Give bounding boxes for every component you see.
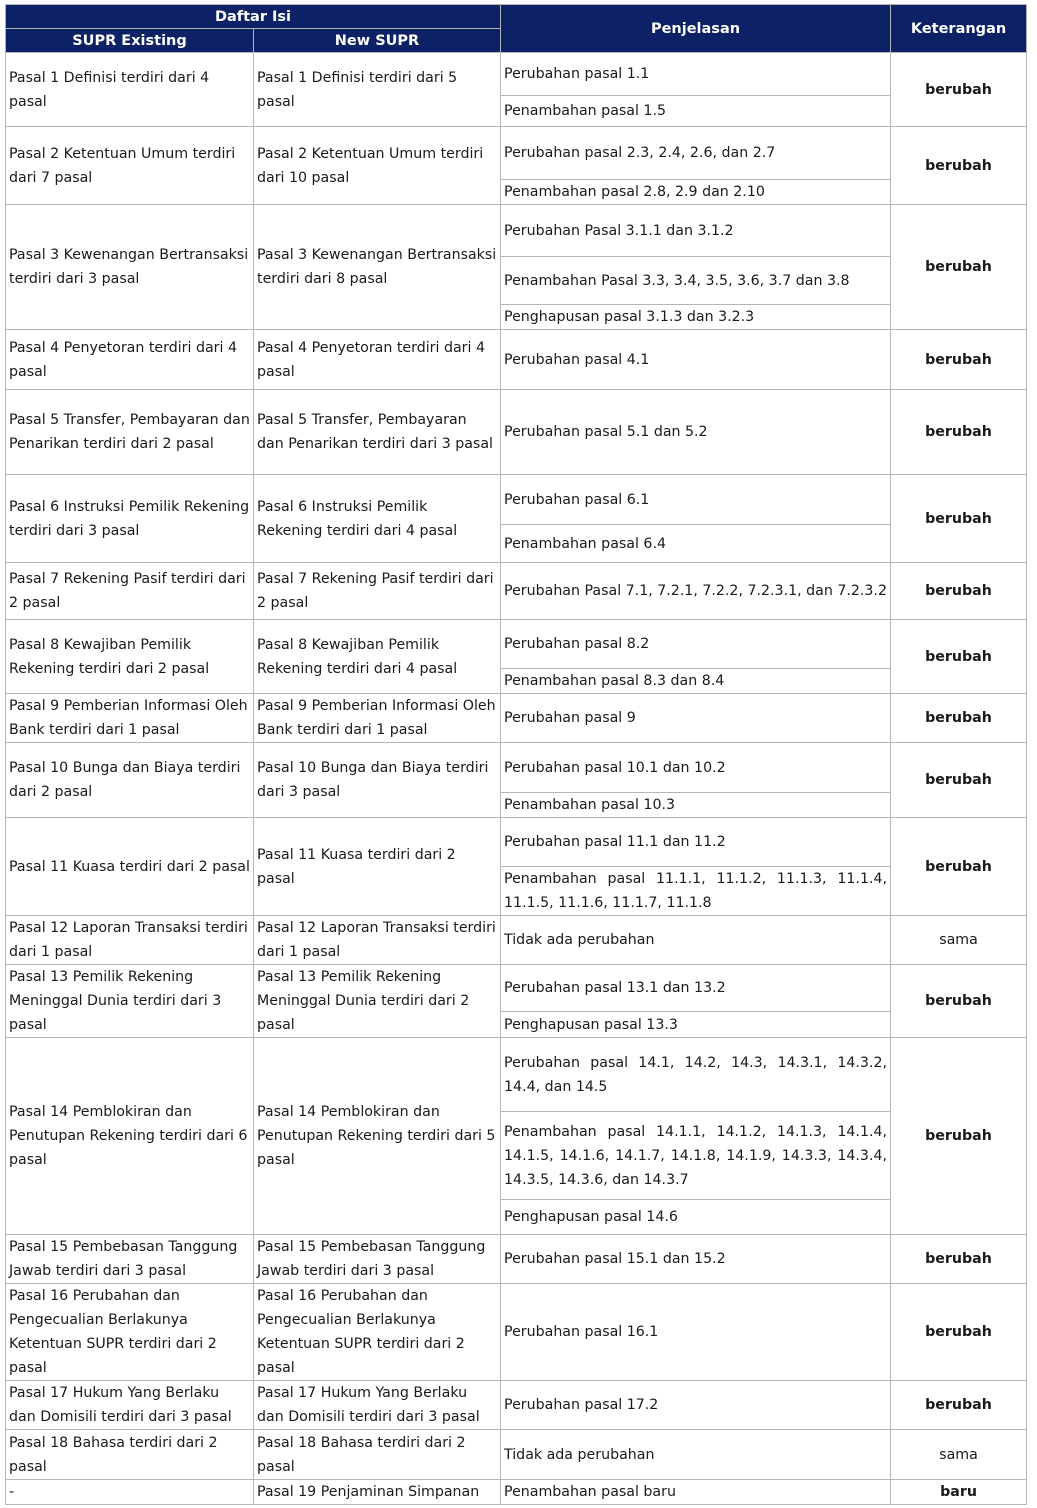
supr-existing-cell: Pasal 6 Instruksi Pemilik Rekening terdiri dari 3 pasal — [6, 475, 254, 563]
new-supr-cell: Pasal 11 Kuasa terdiri dari 2 pasal — [254, 818, 501, 916]
table-row — [6, 1284, 1027, 1381]
table-row — [6, 53, 1027, 96]
keterangan-cell: berubah — [891, 330, 1027, 390]
keterangan-cell: berubah — [891, 965, 1027, 1038]
supr-existing-cell: Pasal 10 Bunga dan Biaya terdiri dari 2 pasal — [6, 743, 254, 818]
table-row — [6, 1430, 1027, 1480]
new-supr-cell: Pasal 4 Penyetoran terdiri dari 4 pasal — [254, 330, 501, 390]
table-row — [6, 390, 1027, 475]
header-keterangan: Keterangan — [891, 5, 1027, 53]
table-row — [6, 1038, 1027, 1112]
new-supr-cell: Pasal 6 Instruksi Pemilik Rekening terdiri dari 4 pasal — [254, 475, 501, 563]
penjelasan-cell: Perubahan pasal 17.2 — [501, 1381, 891, 1430]
supr-existing-cell: Pasal 14 Pemblokiran dan Penutupan Rekening terdiri dari 6 pasal — [6, 1038, 254, 1235]
table-row — [6, 475, 1027, 525]
new-supr-cell: Pasal 2 Ketentuan Umum terdiri dari 10 pasal — [254, 127, 501, 205]
new-supr-cell: Pasal 1 Definisi terdiri dari 5 pasal — [254, 53, 501, 127]
supr-existing-cell: Pasal 1 Definisi terdiri dari 4 pasal — [6, 53, 254, 127]
penjelasan-cell: Perubahan Pasal 7.1, 7.2.1, 7.2.2, 7.2.3.1, dan 7.2.3.2 — [501, 563, 891, 620]
penjelasan-cell: Penghapusan pasal 3.1.3 dan 3.2.3 — [501, 305, 891, 330]
new-supr-cell: Pasal 9 Pemberian Informasi Oleh Bank terdiri dari 1 pasal — [254, 694, 501, 743]
table-row — [6, 127, 1027, 180]
keterangan-cell: berubah — [891, 694, 1027, 743]
supr-existing-cell: Pasal 7 Rekening Pasif terdiri dari 2 pasal — [6, 563, 254, 620]
supr-existing-cell: Pasal 3 Kewenangan Bertransaksi terdiri dari 3 pasal — [6, 205, 254, 330]
keterangan-cell: berubah — [891, 620, 1027, 694]
supr-existing-cell: Pasal 4 Penyetoran terdiri dari 4 pasal — [6, 330, 254, 390]
table-row — [6, 818, 1027, 867]
supr-existing-cell: Pasal 9 Pemberian Informasi Oleh Bank terdiri dari 1 pasal — [6, 694, 254, 743]
table-row — [6, 1381, 1027, 1430]
header-daftar-isi: Daftar Isi — [6, 5, 501, 29]
keterangan-cell: berubah — [891, 1284, 1027, 1381]
header-penjelasan: Penjelasan — [501, 5, 891, 53]
table-row — [6, 916, 1027, 965]
new-supr-cell: Pasal 7 Rekening Pasif terdiri dari 2 pasal — [254, 563, 501, 620]
table-body — [6, 53, 1027, 1505]
penjelasan-cell: Perubahan pasal 9 — [501, 694, 891, 743]
new-supr-cell: Pasal 18 Bahasa terdiri dari 2 pasal — [254, 1430, 501, 1480]
supr-existing-cell: - — [6, 1480, 254, 1505]
keterangan-cell: berubah — [891, 390, 1027, 475]
penjelasan-cell: Penghapusan pasal 14.6 — [501, 1200, 891, 1235]
new-supr-cell: Pasal 16 Perubahan dan Pengecualian Berlakunya Ketentuan SUPR terdiri dari 2 pasal — [254, 1284, 501, 1381]
supr-existing-cell: Pasal 15 Pembebasan Tanggung Jawab terdiri dari 3 pasal — [6, 1235, 254, 1284]
new-supr-cell: Pasal 12 Laporan Transaksi terdiri dari 1 pasal — [254, 916, 501, 965]
penjelasan-cell: Perubahan Pasal 3.1.1 dan 3.1.2 — [501, 205, 891, 257]
penjelasan-cell: Penghapusan pasal 13.3 — [501, 1012, 891, 1038]
supr-existing-cell: Pasal 2 Ketentuan Umum terdiri dari 7 pasal — [6, 127, 254, 205]
new-supr-cell: Pasal 3 Kewenangan Bertransaksi terdiri dari 8 pasal — [254, 205, 501, 330]
penjelasan-cell: Perubahan pasal 6.1 — [501, 475, 891, 525]
penjelasan-cell: Perubahan pasal 11.1 dan 11.2 — [501, 818, 891, 867]
penjelasan-cell: Penambahan pasal 10.3 — [501, 793, 891, 818]
penjelasan-cell: Perubahan pasal 2.3, 2.4, 2.6, dan 2.7 — [501, 127, 891, 180]
supr-existing-cell: Pasal 16 Perubahan dan Pengecualian Berlakunya Ketentuan SUPR terdiri dari 2 pasal — [6, 1284, 254, 1381]
keterangan-cell: berubah — [891, 1038, 1027, 1235]
penjelasan-cell: Perubahan pasal 4.1 — [501, 330, 891, 390]
table-row — [6, 205, 1027, 257]
new-supr-cell: Pasal 8 Kewajiban Pemilik Rekening terdiri dari 4 pasal — [254, 620, 501, 694]
penjelasan-cell: Perubahan pasal 5.1 dan 5.2 — [501, 390, 891, 475]
header-supr-existing: SUPR Existing — [6, 29, 254, 53]
new-supr-cell: Pasal 13 Pemilik Rekening Meninggal Dunia terdiri dari 2 pasal — [254, 965, 501, 1038]
penjelasan-cell: Penambahan pasal baru — [501, 1480, 891, 1505]
new-supr-cell: Pasal 17 Hukum Yang Berlaku dan Domisili terdiri dari 3 pasal — [254, 1381, 501, 1430]
supr-existing-cell: Pasal 8 Kewajiban Pemilik Rekening terdiri dari 2 pasal — [6, 620, 254, 694]
new-supr-cell: Pasal 19 Penjaminan Simpanan — [254, 1480, 501, 1505]
keterangan-cell: berubah — [891, 205, 1027, 330]
table-row — [6, 1480, 1027, 1505]
keterangan-cell: berubah — [891, 475, 1027, 563]
penjelasan-cell: Penambahan pasal 2.8, 2.9 dan 2.10 — [501, 180, 891, 205]
supr-existing-cell: Pasal 17 Hukum Yang Berlaku dan Domisili terdiri dari 3 pasal — [6, 1381, 254, 1430]
comparison-table — [5, 4, 1027, 1505]
keterangan-cell: berubah — [891, 127, 1027, 205]
penjelasan-cell: Penambahan pasal 8.3 dan 8.4 — [501, 669, 891, 694]
keterangan-cell: berubah — [891, 53, 1027, 127]
supr-existing-cell: Pasal 11 Kuasa terdiri dari 2 pasal — [6, 818, 254, 916]
supr-existing-cell: Pasal 5 Transfer, Pembayaran dan Penarikan terdiri dari 2 pasal — [6, 390, 254, 475]
penjelasan-cell: Perubahan pasal 14.1, 14.2, 14.3, 14.3.1, 14.3.2, 14.4, dan 14.5 — [501, 1038, 891, 1112]
supr-existing-cell: Pasal 12 Laporan Transaksi terdiri dari 1 pasal — [6, 916, 254, 965]
table-row — [6, 620, 1027, 669]
table-row — [6, 330, 1027, 390]
penjelasan-cell: Perubahan pasal 10.1 dan 10.2 — [501, 743, 891, 793]
penjelasan-cell: Penambahan pasal 14.1.1, 14.1.2, 14.1.3, 14.1.4, 14.1.5, 14.1.6, 14.1.7, 14.1.8, 14.1.9, 14.3.3, 14.3.4, 14.3.5, 14.3.6, dan 14.3.7 — [501, 1112, 891, 1200]
penjelasan-cell: Penambahan pasal 6.4 — [501, 525, 891, 563]
penjelasan-cell: Penambahan Pasal 3.3, 3.4, 3.5, 3.6, 3.7 dan 3.8 — [501, 257, 891, 305]
keterangan-cell: berubah — [891, 563, 1027, 620]
penjelasan-cell: Penambahan pasal 1.5 — [501, 96, 891, 127]
penjelasan-cell: Perubahan pasal 8.2 — [501, 620, 891, 669]
keterangan-cell: berubah — [891, 1381, 1027, 1430]
keterangan-cell: sama — [891, 1430, 1027, 1480]
table-row — [6, 1235, 1027, 1284]
new-supr-cell: Pasal 14 Pemblokiran dan Penutupan Rekening terdiri dari 5 pasal — [254, 1038, 501, 1235]
penjelasan-cell: Tidak ada perubahan — [501, 916, 891, 965]
penjelasan-cell: Perubahan pasal 1.1 — [501, 53, 891, 96]
supr-existing-cell: Pasal 13 Pemilik Rekening Meninggal Dunia terdiri dari 3 pasal — [6, 965, 254, 1038]
keterangan-cell: berubah — [891, 818, 1027, 916]
new-supr-cell: Pasal 15 Pembebasan Tanggung Jawab terdiri dari 3 pasal — [254, 1235, 501, 1284]
header-new-supr: New SUPR — [254, 29, 501, 53]
table-row — [6, 694, 1027, 743]
penjelasan-cell: Perubahan pasal 13.1 dan 13.2 — [501, 965, 891, 1012]
keterangan-cell: berubah — [891, 1235, 1027, 1284]
keterangan-cell: baru — [891, 1480, 1027, 1505]
keterangan-cell: sama — [891, 916, 1027, 965]
new-supr-cell: Pasal 5 Transfer, Pembayaran dan Penarikan terdiri dari 3 pasal — [254, 390, 501, 475]
penjelasan-cell: Tidak ada perubahan — [501, 1430, 891, 1480]
new-supr-cell: Pasal 10 Bunga dan Biaya terdiri dari 3 pasal — [254, 743, 501, 818]
supr-existing-cell: Pasal 18 Bahasa terdiri dari 2 pasal — [6, 1430, 254, 1480]
table-row — [6, 743, 1027, 793]
penjelasan-cell: Perubahan pasal 15.1 dan 15.2 — [501, 1235, 891, 1284]
penjelasan-cell: Perubahan pasal 16.1 — [501, 1284, 891, 1381]
table-row — [6, 965, 1027, 1012]
keterangan-cell: berubah — [891, 743, 1027, 818]
table-row — [6, 563, 1027, 620]
penjelasan-cell: Penambahan pasal 11.1.1, 11.1.2, 11.1.3, 11.1.4, 11.1.5, 11.1.6, 11.1.7, 11.1.8 — [501, 867, 891, 916]
